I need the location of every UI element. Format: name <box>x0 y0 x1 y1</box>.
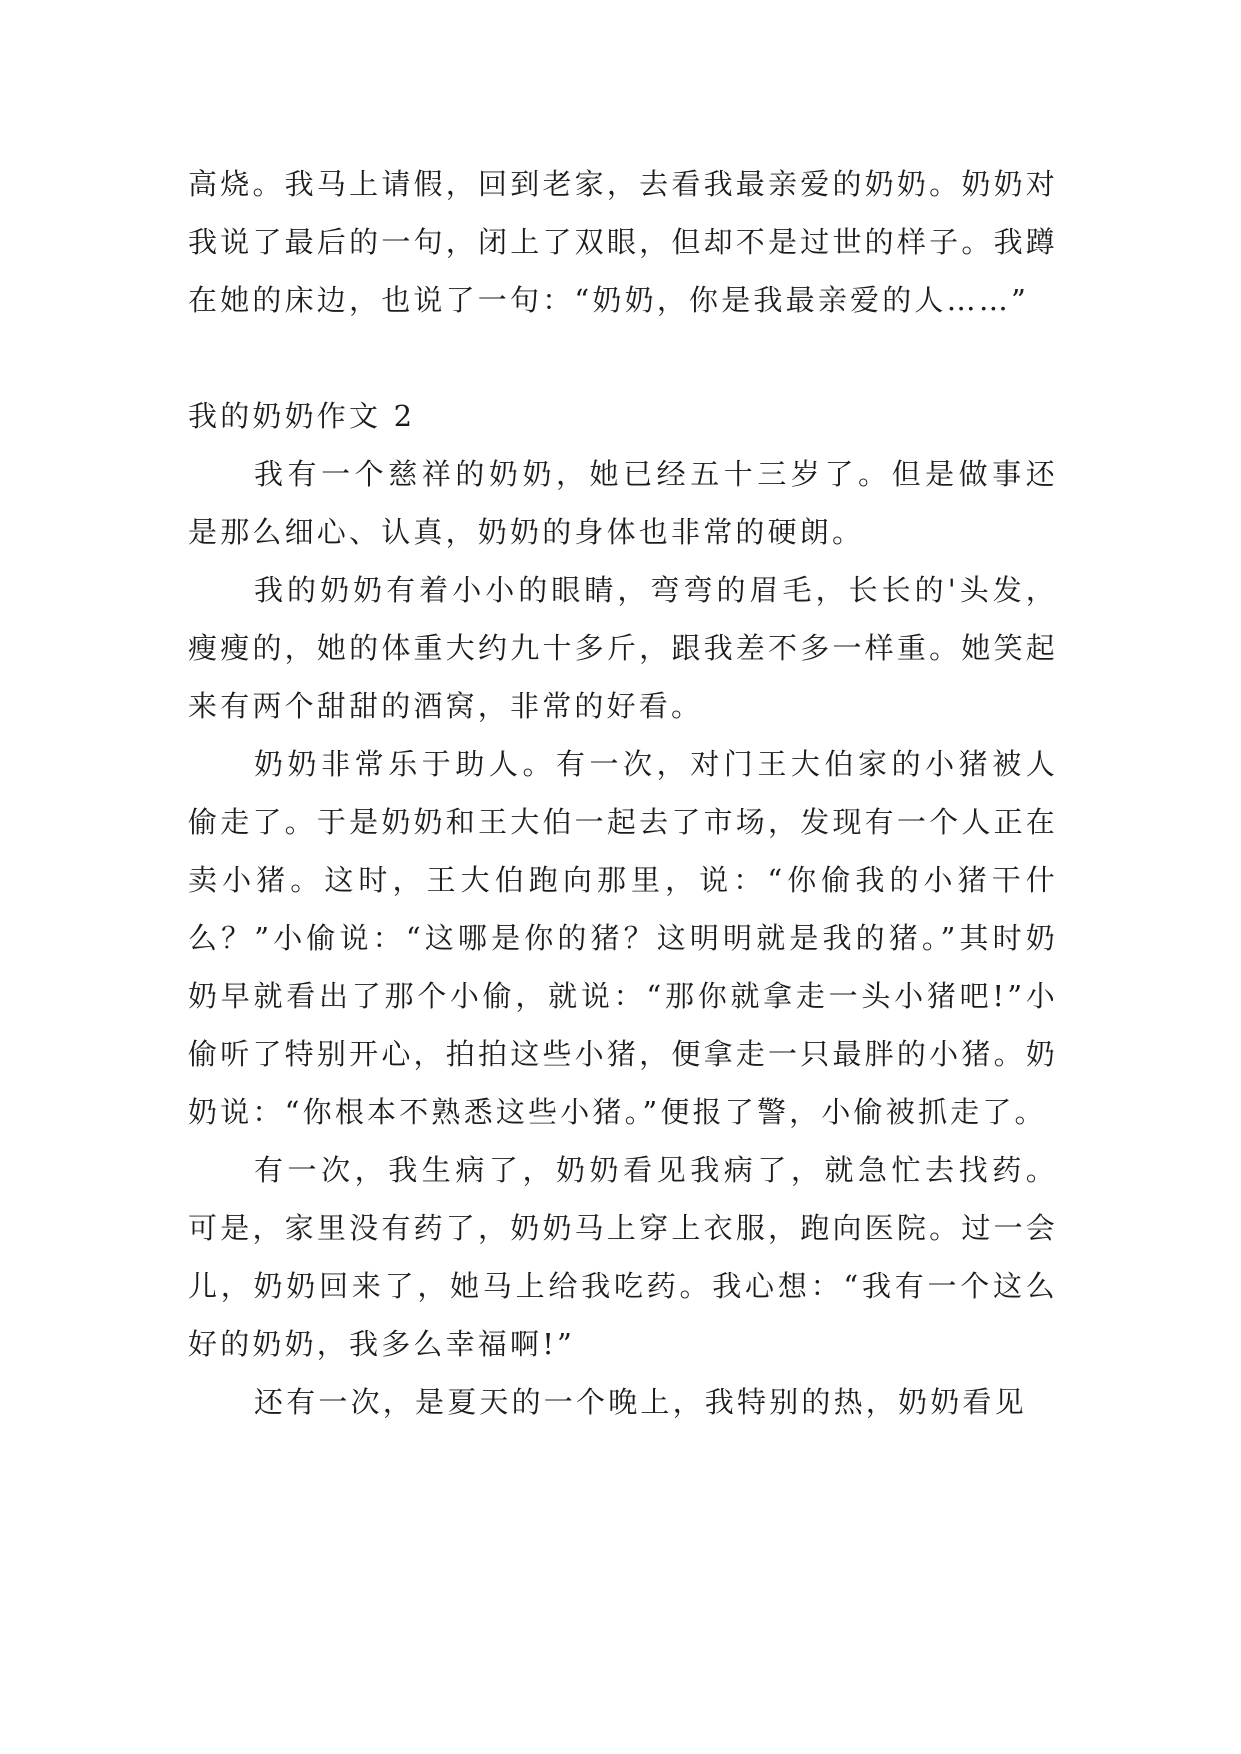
paragraph-2: 我的奶奶有着小小的眼睛，弯弯的眉毛，长长的'头发，瘦瘦的，她的体重大约九十多斤，跟我差不多一样重。她笑起来有两个甜甜的酒窝，非常的好看。 <box>188 573 1058 723</box>
section-gap <box>188 329 1058 387</box>
paragraph-1: 我有一个慈祥的奶奶，她已经五十三岁了。但是做事还是那么细心、认真，奶奶的身体也非常的硬朗。 <box>188 457 1058 549</box>
continuation-paragraph: 高烧。我马上请假，回到老家，去看我最亲爱的奶奶。奶奶对我说了最后的一句，闭上了双眼，但却不是过世的样子。我蹲在她的床边，也说了一句：“奶奶，你是我最亲爱的人……” <box>188 167 1058 317</box>
paragraph-3: 奶奶非常乐于助人。有一次，对门王大伯家的小猪被人偷走了。于是奶奶和王大伯一起去了市场，发现有一个人正在卖小猪。这时，王大伯跑向那里，说：“你偷我的小猪干什么？”小偷说：“这哪是你的猪？这明明就是我的猪。”其时奶奶早就看出了那个小偷，就说：“那你就拿走一头小猪吧!”小偷听了特别开心，拍拍这些小猪，便拿走一只最胖的小猪。奶奶说：“你根本不熟悉这些小猪。”便报了警，小偷被抓走了。 <box>188 747 1058 1129</box>
document-body <box>188 155 1058 1431</box>
section-title: 我的奶奶作文 2 <box>188 399 416 433</box>
paragraph-4: 有一次，我生病了，奶奶看见我病了，就急忙去找药。可是，家里没有药了，奶奶马上穿上衣服，跑向医院。过一会儿，奶奶回来了，她马上给我吃药。我心想：“我有一个这么好的奶奶，我多么幸福啊!” <box>188 1153 1058 1361</box>
paragraph-5: 还有一次，是夏天的一个晚上，我特别的热，奶奶看见 <box>254 1385 1027 1419</box>
